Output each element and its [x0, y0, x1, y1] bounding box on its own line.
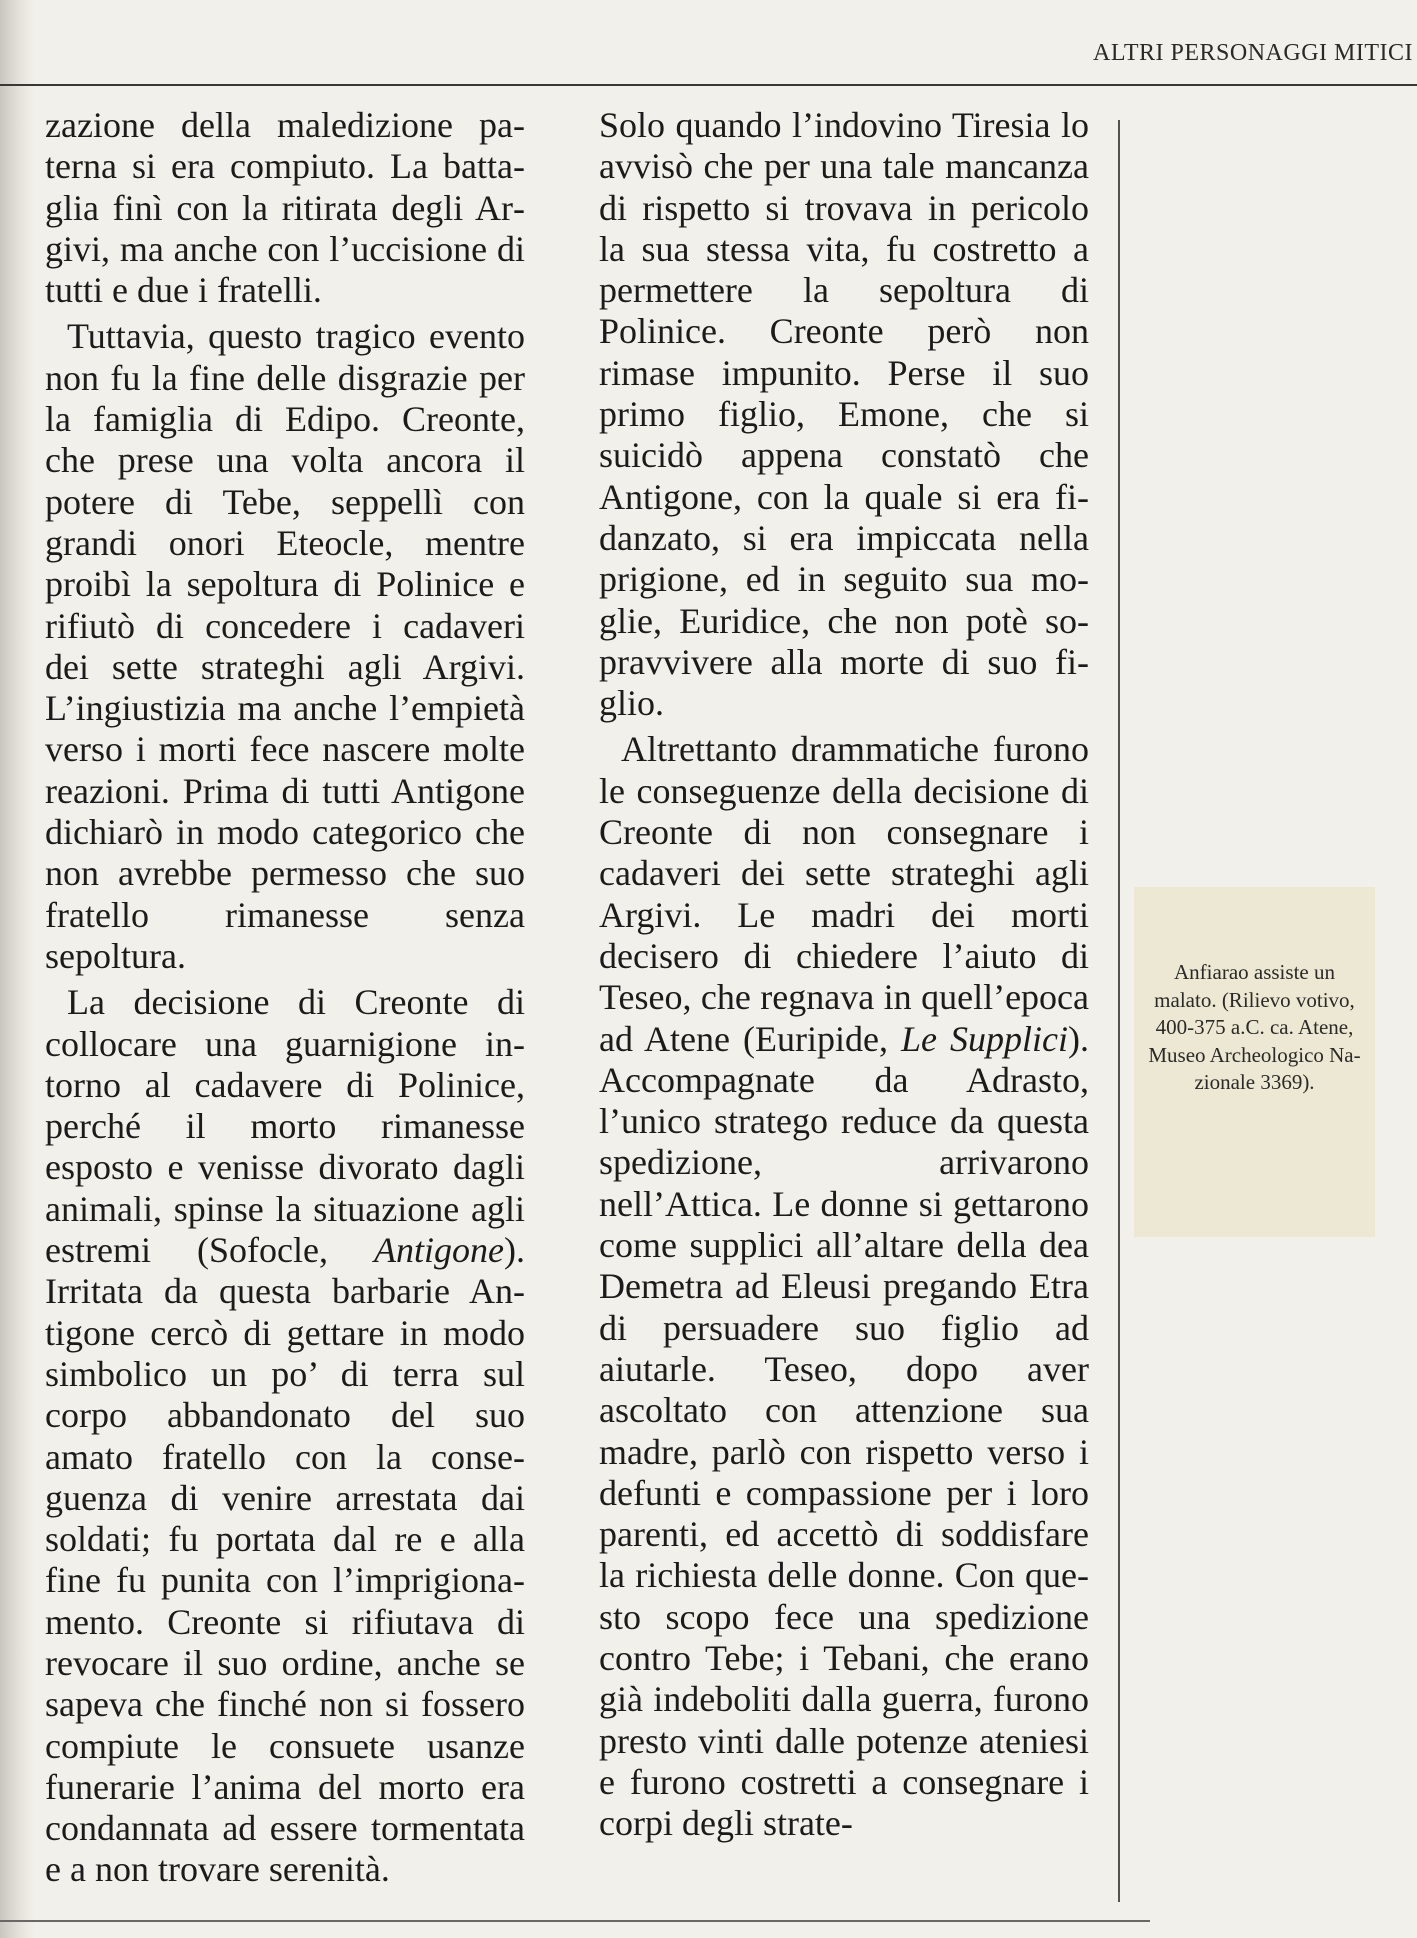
- paragraph-text: La decisione di Creonte di collocare una guarnigione intorno al cadavere di Polinice, perché il morto rimanesse esposto e venisse divorato dagli animali, spinse la situazione agli estremi (Sofocle,: [45, 982, 525, 1271]
- running-head: ALTRI PERSONAGGI MITICI: [1093, 40, 1413, 66]
- paragraph-text: Altrettanto drammatiche furono le conseguenze della decisione di Creonte di non consegnare i cadaveri dei sette strateghi agli Argivi. Le madri dei morti decisero di chiedere l’aiuto di Teseo, che regnava in quell’epoca ad Atene (Euripide,: [599, 729, 1089, 1059]
- left-text-column: [45, 105, 525, 1891]
- page-gutter-shadow: [0, 0, 34, 1938]
- header-rule: [0, 84, 1417, 86]
- footer-rule: [0, 1920, 1150, 1922]
- middle-text-column: [599, 105, 1089, 1844]
- paragraph: [599, 729, 1089, 1844]
- work-title: Le Supplici: [900, 1018, 1068, 1059]
- paragraph: zazione della maledizione paterna si era compiuto. La battaglia finì con la ritirata degli Argivi, ma anche con l’uccisione di tutti e due i fratelli.: [45, 105, 525, 311]
- paragraph: Solo quando l’indovino Tiresia lo avvisò che per una tale mancanza di rispetto si trovava in pericolo la sua stessa vita, fu costretto a permettere la sepoltura di Polinice. Creonte però non rimase impunito. Perse il suo primo figlio, Emone, che si suicidò appena constatò che Antigone, con la quale si era fidanzato, si era impiccata nella prigione, ed in seguito sua moglie, Euridice, che non potè sopravvivere alla morte di suo figlio.: [599, 105, 1089, 724]
- image-caption: Anfiarao assiste un malato. (Rilievo votivo, 400-375 a.C. ca. Atene, Museo Archeologico Nazionale 3369).: [1148, 960, 1361, 1095]
- column-divider: [1118, 120, 1120, 1902]
- paragraph: Tuttavia, questo tragico evento non fu la fine delle disgrazie per la famiglia di Edipo. Creonte, che prese una volta ancora il potere di Tebe, seppellì con grandi onori Eteocle, mentre proibì la sepoltura di Polinice e rifiutò di concedere i cadaveri dei sette strateghi agli Argivi. L’ingiustizia ma anche l’empietà verso i morti fece nascere molte reazioni. Prima di tutti Antigone dichiarò in modo categorico che non avrebbe permesso che suo fratello rimanesse senza sepoltura.: [45, 316, 525, 976]
- image-caption-box: [1134, 887, 1375, 1237]
- paragraph-text: ). Irritata da questa barbarie Antigone cercò di gettare in modo simbolico un po’ di terra sul corpo abbandonato del suo amato fratello con la conseguenza di venire arrestata dai soldati; fu portata dal re e alla fine fu punita con l’imprigionamento. Creonte si rifiutava di revocare il suo ordine, anche se sapeva che finché non si fossero compiute le consuete usanze funerarie l’anima del morto era condannata ad essere tormentata e a non trovare serenità.: [45, 1230, 525, 1890]
- paragraph-text: ). Accompagnate da Adrasto, l’unico stratego reduce da questa spedizione, arrivarono nell’Attica. Le donne si gettarono come supplici all’altare della dea Demetra ad Eleusi pregando Etra di persuadere suo figlio ad aiutarle. Teseo, dopo aver ascoltato con attenzione sua madre, parlò con rispetto verso i defunti e compassione per i loro parenti, ed accettò di soddisfare la richiesta delle donne. Con questo scopo fece una spedizione contro Tebe; i Tebani, che erano già indeboliti dalla guerra, furono presto vinti dalle potenze ateniesi e furono costretti a consegnare i corpi degli strate-: [599, 1018, 1089, 1844]
- work-title: Antigone: [374, 1230, 504, 1271]
- paragraph: [45, 982, 525, 1891]
